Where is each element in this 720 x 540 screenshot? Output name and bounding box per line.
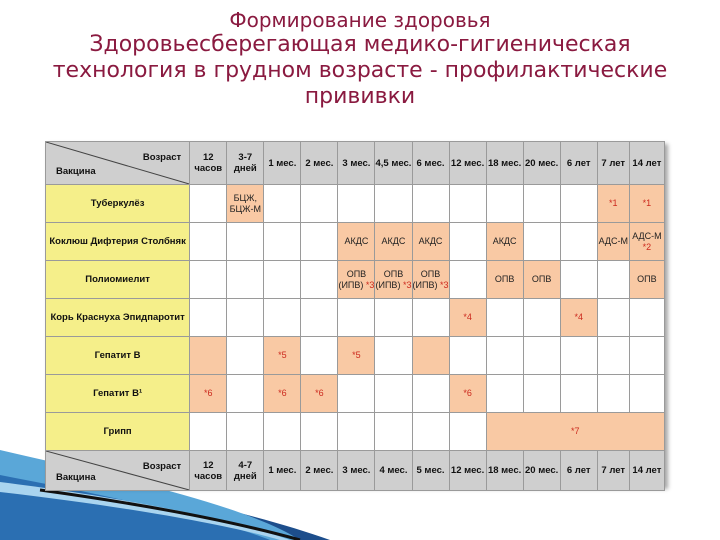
age-header-cell: 18 мес. (486, 451, 523, 491)
corner-header-cell (46, 451, 190, 491)
schedule-cell (190, 375, 227, 413)
vaccine-row (46, 299, 665, 337)
corner-vaccine-label: Вакцина (56, 472, 96, 483)
schedule-cell: ОПВ (ИПВ) *3 (338, 261, 375, 299)
schedule-cell (597, 337, 629, 375)
footnote-marker: *4 (574, 312, 583, 322)
footnote-marker: *7 (571, 426, 580, 436)
schedule-cell: АДС-М (597, 223, 629, 261)
schedule-cell (190, 299, 227, 337)
vaccination-schedule (45, 141, 665, 486)
schedule-cell (486, 375, 523, 413)
schedule-cell (338, 185, 375, 223)
footnote-marker: *3 (439, 279, 449, 290)
schedule-cell (301, 337, 338, 375)
diagonal-divider (46, 142, 189, 184)
age-header-cell: 18 мес. (486, 142, 523, 185)
schedule-cell (264, 299, 301, 337)
schedule-cell (190, 261, 227, 299)
schedule-cell (190, 337, 227, 375)
vaccine-name-cell: Коклюш Дифтерия Столбняк (46, 223, 190, 261)
age-header-cell: 14 лет (629, 451, 664, 491)
schedule-cell (449, 185, 486, 223)
slide-title-line: технология в грудном возрасте - профилактические (52, 58, 668, 83)
corner-vaccine-label: Вакцина (56, 166, 96, 177)
age-header-cell: 20 мес. (523, 451, 560, 491)
schedule-cell (375, 413, 412, 451)
schedule-cell (560, 261, 597, 299)
schedule-cell (375, 337, 412, 375)
footnote-marker: *3 (365, 279, 375, 290)
vaccine-row (46, 375, 665, 413)
schedule-cell (301, 185, 338, 223)
schedule-cell (264, 413, 301, 451)
schedule-cell: АКДС (338, 223, 375, 261)
slide-title-line: Здоровьесберегающая медико-гигиеническая (89, 32, 631, 57)
age-header-cell: 5 мес. (412, 451, 449, 491)
schedule-cell (264, 261, 301, 299)
age-header-cell: 4-7 дней (227, 451, 264, 491)
age-header-row (46, 451, 665, 491)
footnote-marker: *6 (315, 388, 324, 398)
schedule-cell (301, 223, 338, 261)
schedule-cell (449, 337, 486, 375)
footnote-marker: *2 (642, 241, 652, 252)
corner-age-label: Возраст (142, 152, 182, 163)
schedule-cell (629, 375, 664, 413)
age-header-cell: 3-7 дней (227, 142, 264, 185)
schedule-cell (227, 299, 264, 337)
schedule-cell (412, 337, 449, 375)
schedule-cell (449, 223, 486, 261)
schedule-cell (523, 185, 560, 223)
schedule-cell: ОПВ (629, 261, 664, 299)
schedule-cell (190, 413, 227, 451)
schedule-cell (375, 375, 412, 413)
vaccine-row (46, 337, 665, 375)
age-header-cell: 4 мес. (375, 451, 412, 491)
corner-age-label: Возраст (142, 461, 182, 472)
slide-titles (0, 6, 720, 110)
footnote-marker: *4 (463, 312, 472, 322)
age-header-cell: 1 мес. (264, 451, 301, 491)
schedule-cell (301, 413, 338, 451)
schedule-cell (597, 185, 629, 223)
schedule-cell (338, 299, 375, 337)
schedule-cell (412, 413, 449, 451)
schedule-cell (560, 375, 597, 413)
schedule-cell (486, 185, 523, 223)
schedule-cell (227, 337, 264, 375)
schedule-cell (338, 375, 375, 413)
schedule-cell (301, 299, 338, 337)
schedule-cell (629, 337, 664, 375)
age-header-cell: 7 лет (597, 142, 629, 185)
schedule-cell (523, 375, 560, 413)
vaccine-row (46, 223, 665, 261)
schedule-cell (227, 261, 264, 299)
vaccine-row (46, 261, 665, 299)
age-header-cell: 4,5 мес. (375, 142, 412, 185)
age-header-row (46, 142, 665, 185)
schedule-cell (560, 337, 597, 375)
schedule-cell: ОПВ (486, 261, 523, 299)
age-header-cell: 1 мес. (264, 142, 301, 185)
schedule-cell (227, 413, 264, 451)
schedule-cell: ОПВ (ИПВ) *3 (375, 261, 412, 299)
schedule-cell (412, 375, 449, 413)
schedule-cell: ОПВ (523, 261, 560, 299)
vaccine-name-cell: Туберкулёз (46, 185, 190, 223)
vaccine-name-cell: Гепатит В¹ (46, 375, 190, 413)
schedule-cell (190, 185, 227, 223)
slide-supertitle: Формирование здоровья (229, 8, 491, 32)
age-header-cell: 12 часов (190, 451, 227, 491)
schedule-cell (190, 223, 227, 261)
schedule-cell: БЦЖ, БЦЖ-М (227, 185, 264, 223)
table-body (46, 142, 665, 491)
schedule-cell (523, 223, 560, 261)
schedule-cell (338, 337, 375, 375)
schedule-cell (597, 261, 629, 299)
footnote-marker: *1 (609, 198, 618, 208)
age-header-cell: 12 мес. (449, 142, 486, 185)
schedule-cell: АДС-М *2 (629, 223, 664, 261)
age-header-cell: 12 часов (190, 142, 227, 185)
age-header-cell: 14 лет (629, 142, 664, 185)
schedule-cell (412, 299, 449, 337)
schedule-cell (301, 375, 338, 413)
vaccine-name-cell: Грипп (46, 413, 190, 451)
age-header-cell: 7 лет (597, 451, 629, 491)
schedule-cell (449, 299, 486, 337)
schedule-cell: АКДС (412, 223, 449, 261)
schedule-cell (412, 185, 449, 223)
schedule-cell (560, 299, 597, 337)
schedule-cell (486, 413, 664, 451)
schedule-cell (264, 337, 301, 375)
footnote-marker: *6 (463, 388, 472, 398)
vaccine-row (46, 185, 665, 223)
vaccine-name-cell: Полиомиелит (46, 261, 190, 299)
schedule-cell (629, 299, 664, 337)
schedule-cell (560, 185, 597, 223)
schedule-cell (301, 261, 338, 299)
schedule-cell (560, 223, 597, 261)
schedule-cell (375, 185, 412, 223)
age-header-cell: 6 лет (560, 142, 597, 185)
vaccine-name-cell: Корь Краснуха Эпидпаротит (46, 299, 190, 337)
schedule-cell (523, 337, 560, 375)
age-header-cell: 12 мес. (449, 451, 486, 491)
schedule-cell (375, 299, 412, 337)
corner-header-cell (46, 142, 190, 185)
schedule-cell (227, 375, 264, 413)
schedule-cell (449, 261, 486, 299)
age-header-cell: 6 мес. (412, 142, 449, 185)
vaccination-table (45, 141, 665, 491)
age-header-cell: 2 мес. (301, 451, 338, 491)
schedule-cell (227, 223, 264, 261)
footnote-marker: *6 (203, 388, 213, 398)
age-header-cell: 2 мес. (301, 142, 338, 185)
schedule-cell (486, 299, 523, 337)
age-header-cell: 3 мес. (338, 451, 375, 491)
schedule-cell (264, 185, 301, 223)
footnote-marker: *6 (278, 388, 287, 398)
slide-title-line: прививки (304, 84, 416, 109)
footnote-marker: *3 (402, 279, 412, 290)
schedule-cell (486, 337, 523, 375)
schedule-cell: АКДС (375, 223, 412, 261)
schedule-cell (264, 375, 301, 413)
schedule-cell (597, 299, 629, 337)
footnote-marker: *5 (278, 350, 287, 360)
footnote-marker: *5 (352, 350, 361, 360)
schedule-cell (264, 223, 301, 261)
schedule-cell (629, 185, 664, 223)
vaccine-row (46, 413, 665, 451)
schedule-cell: ОПВ (ИПВ) *3 (412, 261, 449, 299)
schedule-cell (597, 375, 629, 413)
schedule-cell: АКДС (486, 223, 523, 261)
footnote-marker: *1 (642, 198, 652, 208)
schedule-cell (449, 413, 486, 451)
schedule-cell (338, 413, 375, 451)
age-header-cell: 20 мес. (523, 142, 560, 185)
age-header-cell: 6 лет (560, 451, 597, 491)
age-header-cell: 3 мес. (338, 142, 375, 185)
schedule-cell (449, 375, 486, 413)
vaccine-name-cell: Гепатит В (46, 337, 190, 375)
schedule-cell (523, 299, 560, 337)
